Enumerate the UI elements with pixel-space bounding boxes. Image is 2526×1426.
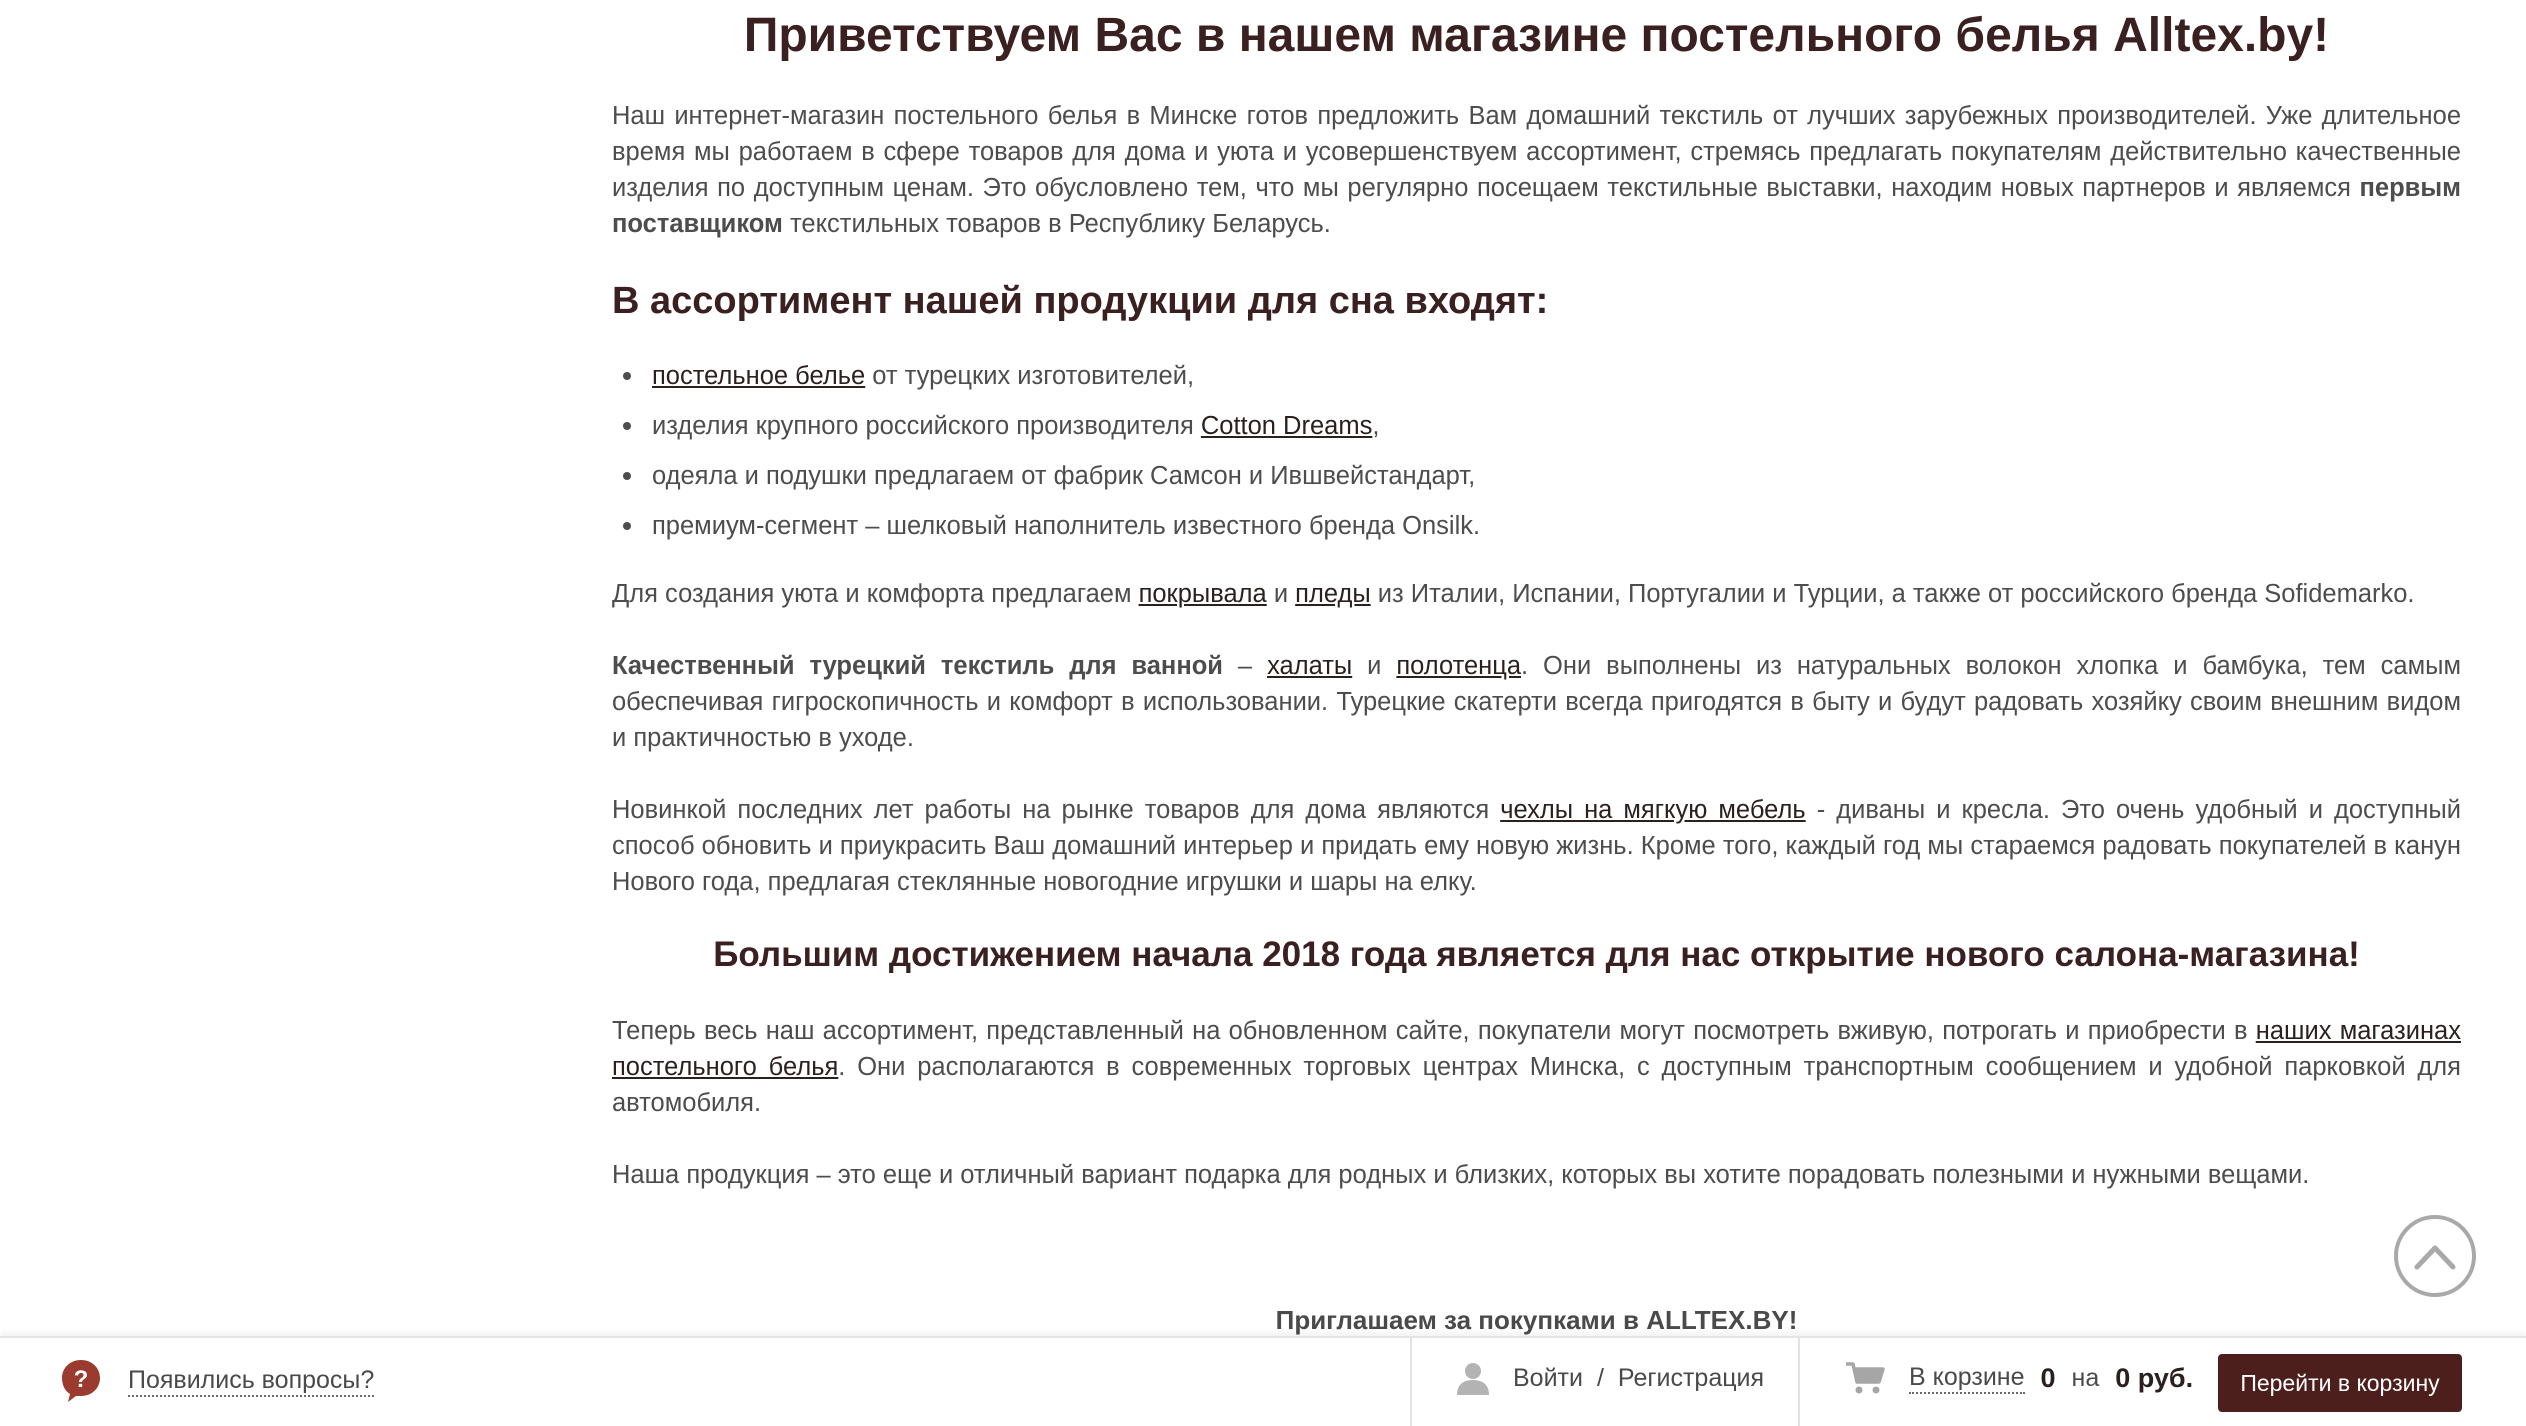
shopping-cart-icon	[1845, 1360, 1885, 1396]
cart-count: 0	[2040, 1362, 2056, 1393]
divider	[1410, 1338, 1412, 1426]
page-title: Приветствуем Вас в нашем магазине постельного белья Alltex.by!	[743, 9, 2330, 62]
cart-summary	[1845, 1360, 2209, 1396]
login-link[interactable]: Войти	[1513, 1363, 1583, 1392]
list-item	[612, 404, 1480, 454]
chevron-up-icon	[2413, 1241, 2457, 1271]
bottom-bar	[0, 1336, 2526, 1426]
list-item-text-end: ,	[1372, 412, 1380, 440]
plaids-link[interactable]: пледы	[1295, 580, 1371, 608]
auth-separator: /	[1596, 1363, 1604, 1392]
cozy-paragraph	[612, 576, 2461, 612]
cart-total: 0 руб.	[2115, 1362, 2194, 1393]
cozy-conj: и	[1266, 580, 1296, 608]
gift-paragraph: Наша продукция – это еще и отличный вариант подарка для родных и близких, которых вы хотите порадовать полезными и нужными вещами.	[612, 1161, 2310, 1189]
covers-paragraph	[612, 792, 2461, 900]
user-icon	[1455, 1360, 1491, 1396]
furniture-covers-link[interactable]: чехлы на мягкую мебель	[1500, 796, 1806, 824]
invite-text: Приглашаем за покупками в ALLTEX.BY!	[1275, 1305, 1798, 1335]
covers-text: Новинкой последних лет работы на рынке товаров для дома являются	[612, 796, 1501, 824]
bed-linen-link[interactable]: постельное белье	[652, 362, 866, 390]
svg-text:?: ?	[73, 1366, 89, 1393]
intro-text-end: текстильных товаров в Республику Беларусь.	[782, 210, 1331, 238]
stores-text-end: . Они располагаются в современных торговых центрах Минска, с доступным транспортным сообщением и удобной парковкой для автомобиля.	[612, 1053, 2461, 1117]
cotton-dreams-link[interactable]: Cotton Dreams	[1200, 412, 1373, 440]
cart-link[interactable]: В корзине	[1909, 1362, 2025, 1394]
bathrobes-link[interactable]: халаты	[1267, 652, 1353, 680]
product-list	[612, 354, 1480, 554]
bath-dash: –	[1222, 652, 1268, 680]
go-to-cart-button[interactable]: Перейти в корзину	[2218, 1354, 2462, 1412]
question-bubble-icon	[60, 1358, 102, 1404]
bath-text-end: . Они выполнены из натуральных волокон хлопка и бамбука, тем самым обеспечивая гигроскопичность и комфорт в использовании. Турецкие скатерти всегда пригодятся в быту и будут радовать хозяйку своим внешним видом и практичностью в уходе.	[612, 652, 2461, 752]
cozy-text: Для создания уюта и комфорта предлагаем	[612, 580, 1139, 608]
list-item-text: одеяла и подушки предлагаем от фабрик Самсон и Ившвейстандарт,	[652, 462, 1476, 490]
towels-link[interactable]: полотенца	[1396, 652, 1522, 680]
assortment-title: В ассортимент нашей продукции для сна входят:	[612, 280, 1549, 322]
auth-block	[1455, 1360, 1764, 1396]
list-item-text: от турецких изготовителей,	[865, 362, 1195, 390]
stores-text: Теперь весь наш ассортимент, представленный на обновленном сайте, покупатели могут посмотреть вживую, потрогать и приобрести в	[612, 1017, 2256, 1045]
covers-text-end: - диваны и кресла. Это очень удобный и доступный способ обновить и приукрасить Ваш домашний интерьер и придать ему новую жизнь. Кроме того, каждый год мы стараемся радовать покупателей в канун Нового года, предлагая стеклянные новогодние игрушки и шары на елку.	[612, 796, 2461, 896]
scroll-to-top-button[interactable]	[2394, 1215, 2476, 1297]
list-item	[612, 454, 1480, 504]
list-item	[612, 504, 1480, 554]
cozy-text-end: из Италии, Испании, Португалии и Турции, а также от российского бренда Sofidemarko.	[1370, 580, 2415, 608]
help-block[interactable]	[60, 1358, 374, 1404]
bedspreads-link[interactable]: покрывала	[1138, 580, 1267, 608]
bath-conj: и	[1352, 652, 1397, 680]
intro-paragraph	[612, 98, 2461, 242]
achievement-heading: Большим достижением начала 2018 года является для нас открытие нового салона-магазина!	[713, 935, 2360, 974]
register-link[interactable]: Регистрация	[1617, 1363, 1765, 1392]
list-item-text: изделия крупного российского производителя	[652, 412, 1201, 440]
intro-bold: первым поставщиком	[612, 174, 2461, 238]
help-link[interactable]: Появились вопросы?	[128, 1365, 374, 1397]
cart-on-label: на	[2071, 1363, 2100, 1392]
list-item-text: премиум-сегмент – шелковый наполнитель известного бренда Onsilk.	[652, 512, 1481, 540]
bath-paragraph	[612, 648, 2461, 756]
intro-text: Наш интернет-магазин постельного белья в Минске готов предложить Вам домашний текстиль от лучших зарубежных производителей. Уже длительное время мы работаем в сфере товаров для дома и уюта и усовершенствуем ассортимент, стремясь предлагать покупателям действительно качественные изделия по доступным ценам. Это обусловлено тем, что мы регулярно посещаем текстильные выставки, находим новых партнеров и являемся	[612, 102, 2461, 202]
stores-link[interactable]: наших магазинах постельного белья	[612, 1017, 2461, 1081]
stores-paragraph	[612, 1013, 2461, 1121]
divider	[1798, 1338, 1800, 1426]
bath-bold: Качественный турецкий текстиль для ванной	[612, 652, 1223, 680]
list-item	[612, 354, 1480, 404]
